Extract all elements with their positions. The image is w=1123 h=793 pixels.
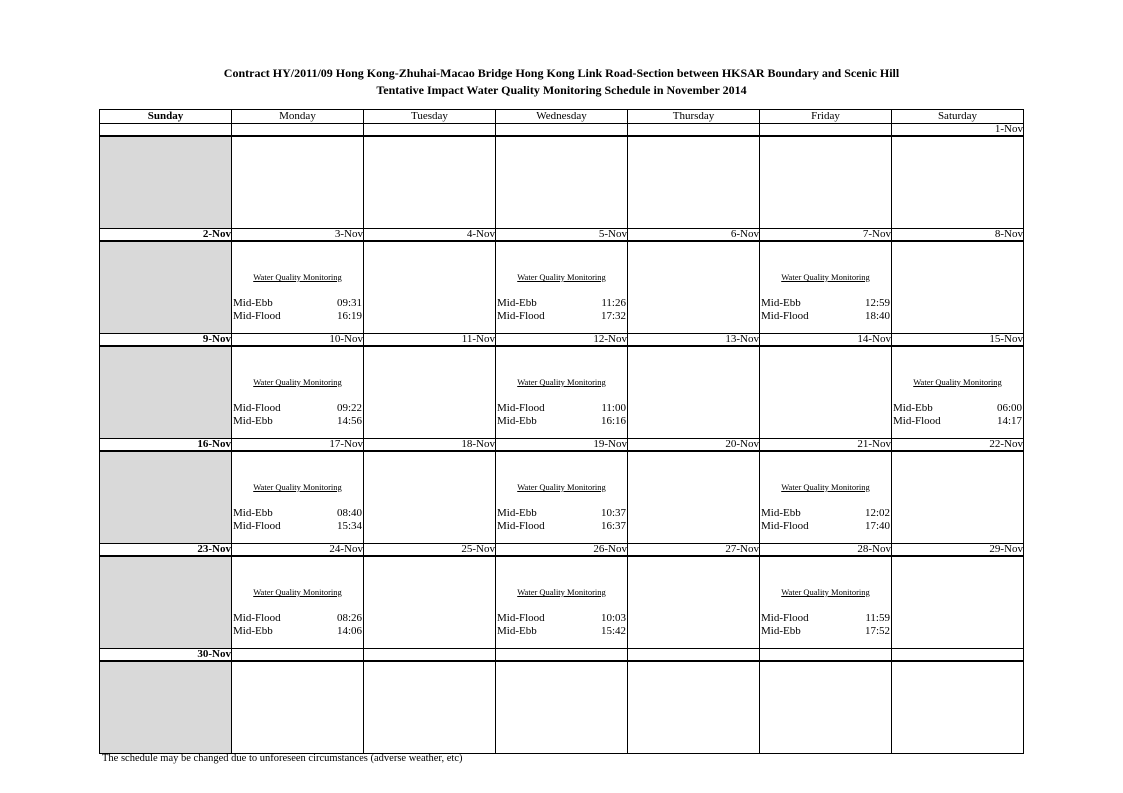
date-label: 27-Nov — [628, 544, 760, 557]
weekday-saturday: Saturday — [892, 110, 1024, 124]
tide-time: 16:16 — [600, 415, 626, 427]
day-cell — [628, 661, 760, 754]
day-cell — [100, 556, 232, 649]
tide-name: Mid-Flood — [233, 402, 281, 414]
week-row — [100, 556, 1024, 649]
day-cell — [364, 136, 496, 229]
tide-name: Mid-Ebb — [761, 507, 801, 519]
day-cell — [628, 346, 760, 439]
tide-name: Mid-Ebb — [497, 297, 537, 309]
day-cell — [496, 451, 628, 544]
day-cell — [760, 346, 892, 439]
day-cell — [496, 661, 628, 754]
tide-time: 10:37 — [600, 507, 626, 519]
weekday-monday: Monday — [232, 110, 364, 124]
date-label: 23-Nov — [100, 544, 232, 557]
tide-time: 11:26 — [601, 297, 626, 309]
tide-name: Mid-Flood — [233, 520, 281, 532]
tide-time: 10:03 — [600, 612, 626, 624]
tide-name: Mid-Flood — [497, 612, 545, 624]
date-label: 24-Nov — [232, 544, 364, 557]
week-row — [100, 661, 1024, 754]
tide-time: 16:37 — [600, 520, 626, 532]
tide-time: 06:00 — [996, 402, 1022, 414]
tide-time: 14:06 — [336, 625, 362, 637]
week-row — [100, 136, 1024, 229]
day-cell — [232, 661, 364, 754]
tide-name: Mid-Flood — [497, 520, 545, 532]
date-row — [100, 544, 1024, 557]
tide-name: Mid-Flood — [893, 415, 941, 427]
tide-entry — [497, 415, 626, 427]
day-cell — [100, 451, 232, 544]
date-row — [100, 334, 1024, 347]
day-cell — [760, 451, 892, 544]
tide-name: Mid-Ebb — [761, 625, 801, 637]
date-label — [364, 649, 496, 662]
day-cell — [232, 136, 364, 229]
document-title: Contract HY/2011/09 Hong Kong-Zhuhai-Macao Bridge Hong Kong Link Road-Section between HKSAR Boundary and Scenic Hill — [223, 66, 900, 80]
date-label: 28-Nov — [760, 544, 892, 557]
calendar-table — [99, 109, 1024, 754]
tide-name: Mid-Ebb — [233, 507, 273, 519]
date-label: 12-Nov — [496, 334, 628, 347]
date-label — [364, 124, 496, 137]
tide-entry — [761, 612, 890, 624]
day-cell — [232, 556, 364, 649]
tide-time: 08:40 — [336, 507, 362, 519]
tide-entry — [761, 520, 890, 532]
date-label — [760, 124, 892, 137]
day-cell — [892, 451, 1024, 544]
date-label: 9-Nov — [100, 334, 232, 347]
date-label: 21-Nov — [760, 439, 892, 452]
day-cell — [628, 451, 760, 544]
monitoring-event-label: Water Quality Monitoring — [253, 587, 342, 597]
weekday-header-row — [100, 110, 1024, 124]
tide-time: 12:59 — [864, 297, 890, 309]
tide-time: 09:22 — [336, 402, 362, 414]
date-label: 17-Nov — [232, 439, 364, 452]
day-cell — [760, 136, 892, 229]
date-label: 29-Nov — [892, 544, 1024, 557]
schedule-footnote: The schedule may be changed due to unforeseen circumstances (adverse weather, etc) — [102, 753, 463, 764]
date-label: 25-Nov — [364, 544, 496, 557]
monitoring-event-label: Water Quality Monitoring — [253, 272, 342, 282]
monitoring-event-label: Water Quality Monitoring — [253, 482, 342, 492]
monitoring-event-label: Water Quality Monitoring — [517, 377, 606, 387]
tide-entry — [497, 297, 626, 309]
document-subtitle: Tentative Impact Water Quality Monitoring Schedule in November 2014 — [376, 83, 747, 97]
tide-time: 09:31 — [336, 297, 362, 309]
tide-time: 17:52 — [864, 625, 890, 637]
tide-entry — [233, 310, 362, 322]
date-row — [100, 124, 1024, 137]
tide-entry — [761, 310, 890, 322]
date-label: 8-Nov — [892, 229, 1024, 242]
monitoring-event-label: Water Quality Monitoring — [781, 272, 870, 282]
day-cell — [496, 346, 628, 439]
date-label: 6-Nov — [628, 229, 760, 242]
date-label: 7-Nov — [760, 229, 892, 242]
date-row — [100, 439, 1024, 452]
date-label — [628, 649, 760, 662]
tide-entry — [497, 612, 626, 624]
tide-time: 17:40 — [864, 520, 890, 532]
day-cell — [496, 556, 628, 649]
day-cell — [232, 346, 364, 439]
tide-time: 18:40 — [864, 310, 890, 322]
day-cell — [628, 136, 760, 229]
tide-entry — [497, 310, 626, 322]
day-cell — [364, 451, 496, 544]
date-label: 11-Nov — [364, 334, 496, 347]
tide-name: Mid-Ebb — [497, 625, 537, 637]
date-label: 13-Nov — [628, 334, 760, 347]
tide-entry — [761, 507, 890, 519]
date-label: 18-Nov — [364, 439, 496, 452]
day-cell — [496, 241, 628, 334]
date-label: 3-Nov — [232, 229, 364, 242]
tide-name: Mid-Flood — [233, 310, 281, 322]
tide-entry — [761, 625, 890, 637]
monitoring-event-label: Water Quality Monitoring — [253, 377, 342, 387]
tide-entry — [233, 612, 362, 624]
week-row — [100, 346, 1024, 439]
tide-entry — [233, 507, 362, 519]
day-cell — [760, 556, 892, 649]
tide-time: 16:19 — [336, 310, 362, 322]
week-row — [100, 241, 1024, 334]
date-label — [892, 649, 1024, 662]
tide-entry — [497, 625, 626, 637]
day-cell — [364, 241, 496, 334]
date-label: 15-Nov — [892, 334, 1024, 347]
day-cell — [892, 346, 1024, 439]
tide-entry — [893, 402, 1022, 414]
date-label: 10-Nov — [232, 334, 364, 347]
weekday-sunday: Sunday — [100, 110, 232, 124]
date-label: 16-Nov — [100, 439, 232, 452]
date-label — [628, 124, 760, 137]
tide-entry — [497, 520, 626, 532]
tide-name: Mid-Flood — [497, 310, 545, 322]
tide-name: Mid-Flood — [761, 310, 809, 322]
monitoring-event-label: Water Quality Monitoring — [781, 482, 870, 492]
day-cell — [100, 661, 232, 754]
date-label — [232, 649, 364, 662]
tide-name: Mid-Ebb — [233, 297, 273, 309]
tide-time: 11:00 — [601, 402, 626, 414]
monitoring-event-label: Water Quality Monitoring — [517, 482, 606, 492]
tide-name: Mid-Flood — [497, 402, 545, 414]
date-label: 14-Nov — [760, 334, 892, 347]
day-cell — [892, 241, 1024, 334]
monitoring-event-label: Water Quality Monitoring — [781, 587, 870, 597]
tide-name: Mid-Ebb — [893, 402, 933, 414]
tide-name: Mid-Flood — [761, 520, 809, 532]
day-cell — [628, 556, 760, 649]
date-label: 20-Nov — [628, 439, 760, 452]
tide-entry — [233, 402, 362, 414]
day-cell — [892, 136, 1024, 229]
date-label — [496, 124, 628, 137]
date-label: 22-Nov — [892, 439, 1024, 452]
tide-entry — [233, 297, 362, 309]
tide-name: Mid-Ebb — [233, 415, 273, 427]
date-label: 26-Nov — [496, 544, 628, 557]
day-cell — [364, 556, 496, 649]
date-label: 19-Nov — [496, 439, 628, 452]
tide-time: 14:17 — [996, 415, 1022, 427]
tide-time: 08:26 — [336, 612, 362, 624]
day-cell — [892, 556, 1024, 649]
date-label: 1-Nov — [892, 124, 1024, 137]
day-cell — [496, 136, 628, 229]
day-cell — [364, 661, 496, 754]
tide-entry — [893, 415, 1022, 427]
weekday-tuesday: Tuesday — [364, 110, 496, 124]
date-label: 4-Nov — [364, 229, 496, 242]
weekday-wednesday: Wednesday — [496, 110, 628, 124]
day-cell — [100, 136, 232, 229]
tide-entry — [233, 625, 362, 637]
date-label — [232, 124, 364, 137]
date-label — [100, 124, 232, 137]
day-cell — [232, 451, 364, 544]
day-cell — [364, 346, 496, 439]
day-cell — [760, 661, 892, 754]
day-cell — [760, 241, 892, 334]
tide-time: 17:32 — [600, 310, 626, 322]
tide-name: Mid-Ebb — [233, 625, 273, 637]
tide-time: 15:42 — [600, 625, 626, 637]
tide-entry — [497, 402, 626, 414]
tide-name: Mid-Flood — [233, 612, 281, 624]
tide-name: Mid-Ebb — [497, 507, 537, 519]
date-label: 2-Nov — [100, 229, 232, 242]
date-label — [496, 649, 628, 662]
day-cell — [628, 241, 760, 334]
date-row — [100, 229, 1024, 242]
tide-name: Mid-Ebb — [761, 297, 801, 309]
date-row — [100, 649, 1024, 662]
monitoring-event-label: Water Quality Monitoring — [517, 587, 606, 597]
tide-name: Mid-Flood — [761, 612, 809, 624]
day-cell — [232, 241, 364, 334]
day-cell — [100, 346, 232, 439]
tide-time: 14:56 — [336, 415, 362, 427]
tide-time: 15:34 — [336, 520, 362, 532]
date-label: 5-Nov — [496, 229, 628, 242]
tide-entry — [761, 297, 890, 309]
weekday-friday: Friday — [760, 110, 892, 124]
tide-time: 11:59 — [865, 612, 890, 624]
tide-name: Mid-Ebb — [497, 415, 537, 427]
weekday-thursday: Thursday — [628, 110, 760, 124]
tide-entry — [233, 520, 362, 532]
monitoring-event-label: Water Quality Monitoring — [517, 272, 606, 282]
monitoring-event-label: Water Quality Monitoring — [913, 377, 1002, 387]
tide-entry — [233, 415, 362, 427]
tide-time: 12:02 — [864, 507, 890, 519]
day-cell — [892, 661, 1024, 754]
date-label — [760, 649, 892, 662]
tide-entry — [497, 507, 626, 519]
week-row — [100, 451, 1024, 544]
date-label: 30-Nov — [100, 649, 232, 662]
day-cell — [100, 241, 232, 334]
